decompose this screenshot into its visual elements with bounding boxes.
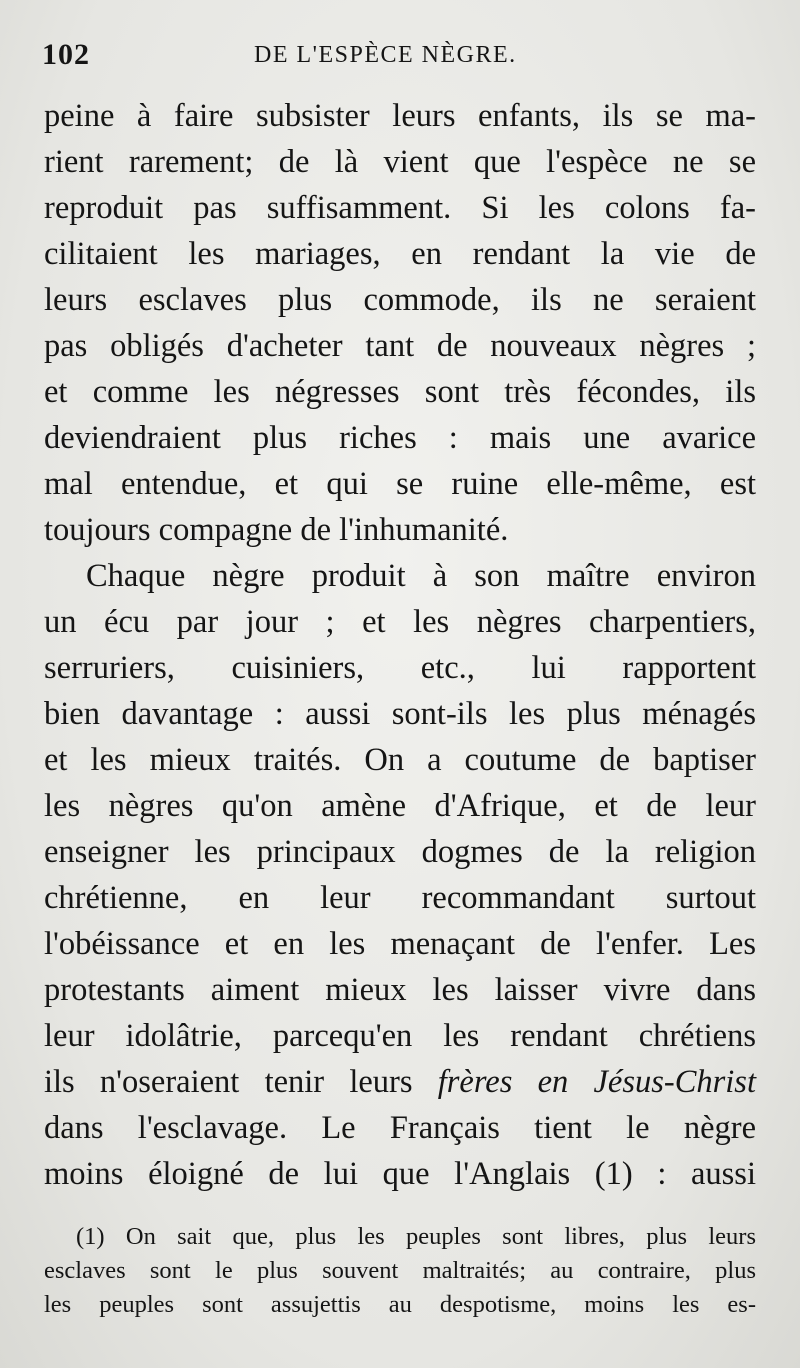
text-line: leur idolâtrie, parcequ'en les rendant chrétiens [44,1018,756,1054]
text-line: peine à faire subsister leurs enfants, ils se ma- [44,98,756,134]
text-line: serruriers, cuisiniers, etc., lui rapportent [44,650,756,686]
running-head: DE L'ESPÈCE NÈGRE. [254,42,517,68]
text-line: dans l'esclavage. Le Français tient le nègre [44,1110,756,1146]
text-line: les nègres qu'on amène d'Afrique, et de leur [44,788,756,824]
text-line: un écu par jour ; et les nègres charpentiers, [44,604,756,640]
text-line: bien davantage : aussi sont-ils les plus ménagés [44,696,756,732]
text-line: rient rarement; de là vient que l'espèce ne se [44,144,756,180]
footnote-line: esclaves sont le plus souvent maltraités; au contraire, plus [44,1257,756,1284]
text-line: leurs esclaves plus commode, ils ne seraient [44,282,756,318]
footnote-line: (1) On sait que, plus les peuples sont libres, plus leurs [76,1223,756,1250]
text-line: l'obéissance et en les menaçant de l'enfer. Les [44,926,756,962]
paragraph-end-line: toujours compagne de l'inhumanité. [44,512,509,548]
text-line: reproduit pas suffisamment. Si les colons fa- [44,190,756,226]
footnote-line: les peuples sont assujettis au despotisme, moins les es- [44,1291,756,1318]
text-line: protestants aiment mieux les laisser vivre dans [44,972,756,1008]
text-line: deviendraient plus riches : mais une avarice [44,420,756,456]
text-line: enseigner les principaux dogmes de la religion [44,834,756,870]
text-line: et comme les négresses sont très fécondes, ils [44,374,756,410]
text-line: mal entendue, et qui se ruine elle-même, est [44,466,756,502]
body-text [44,93,756,1197]
text-line: pas obligés d'acheter tant de nouveaux nègres ; [44,328,756,364]
text-line: chrétienne, en leur recommandant surtout [44,880,756,916]
paragraph-start-line: Chaque nègre produit à son maître environ [86,558,756,594]
text-line: cilitaient les mariages, en rendant la vie de [44,236,756,272]
text-segment: ils n'oseraient tenir leurs [44,1064,438,1100]
italic-phrase: frères en Jésus-Christ [437,1064,756,1100]
text-line-with-italic [44,1059,756,1105]
footnote [44,1220,756,1322]
page-header [42,38,742,78]
page-number: 102 [42,38,90,71]
text-line: et les mieux traités. On a coutume de baptiser [44,742,756,778]
text-line: moins éloigné de lui que l'Anglais (1) : aussi [44,1156,756,1192]
